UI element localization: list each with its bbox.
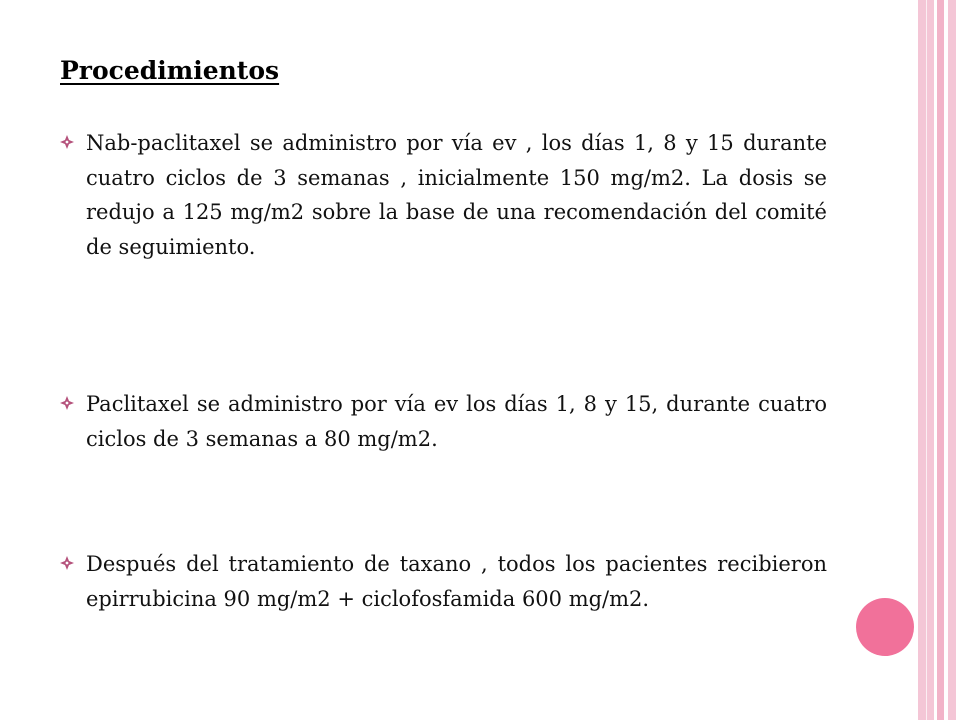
decorative-circle	[856, 598, 914, 656]
bullet-item	[60, 126, 827, 264]
bullet-text: Nab-paclitaxel se administro por vía ev , los días 1, 8 y 15 durante cuatro ciclos de 3 semanas , inicialmente 150 mg/m2. La dosis se redujo a 125 mg/m2 sobre la base de una recomendación del comité de seguimiento.	[86, 131, 827, 259]
bullet-text: Después del tratamiento de taxano , todos los pacientes recibieron epirrubicina 90 mg/m2 + ciclofosfamida 600 mg/m2.	[86, 552, 827, 611]
bullet-item	[60, 547, 827, 616]
decorative-stripe	[948, 0, 956, 720]
diamond-bullet-icon	[60, 547, 86, 574]
bullet-item	[60, 387, 827, 456]
decorative-line	[926, 0, 927, 720]
decorative-stripe	[956, 0, 960, 720]
slide-title: Procedimientos	[60, 56, 280, 85]
decorative-stripe	[937, 0, 944, 720]
bullet-text: Paclitaxel se administro por vía ev los días 1, 8 y 15, durante cuatro ciclos de 3 semanas a 80 mg/m2.	[86, 392, 827, 451]
diamond-bullet-icon	[60, 126, 86, 153]
diamond-bullet-icon	[60, 387, 86, 414]
